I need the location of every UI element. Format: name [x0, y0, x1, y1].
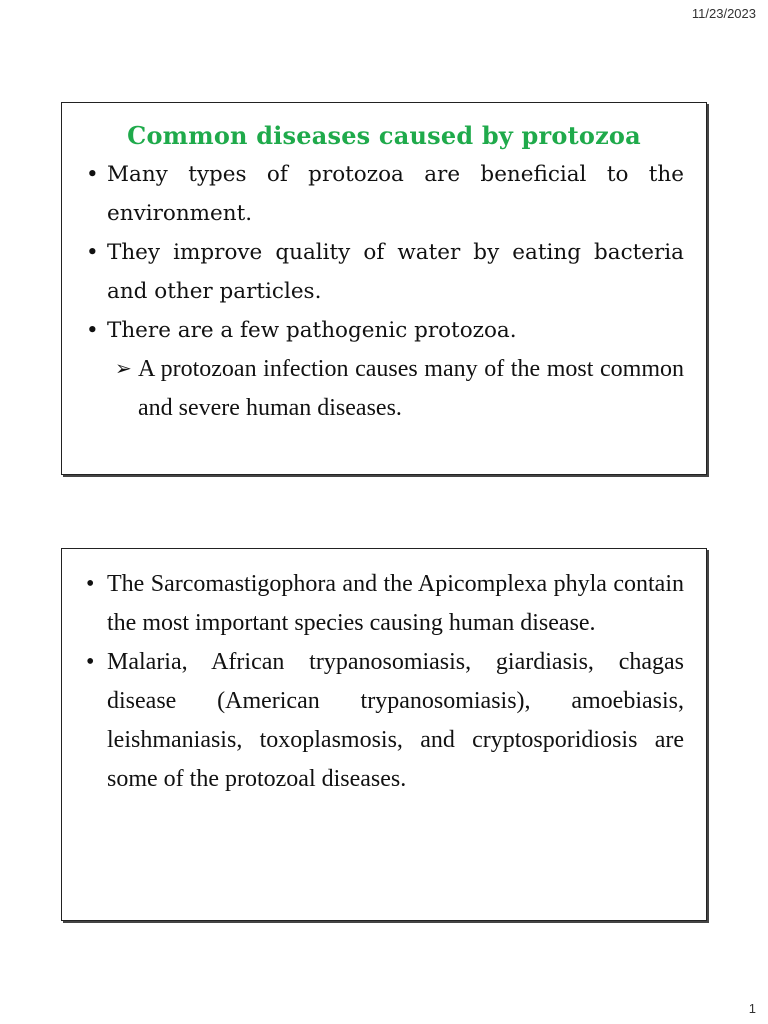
bullet-item	[86, 565, 684, 643]
page-number: 1	[748, 1001, 756, 1016]
bullet-item	[86, 155, 684, 233]
bullet-dot-icon: •	[86, 318, 99, 343]
slide-title: Common diseases caused by protozoa	[127, 121, 641, 150]
bullet-dot-icon: •	[86, 162, 99, 187]
bullet-list	[62, 155, 706, 428]
bullet-text: They improve quality of water by eating bacteria and other particles.	[107, 240, 684, 304]
bullet-dot-icon: •	[86, 571, 95, 597]
slide-2	[61, 548, 707, 921]
bullet-item	[86, 233, 684, 311]
bullet-item	[86, 311, 684, 350]
sub-bullet-item	[86, 350, 684, 428]
arrow-bullet-icon: ➢	[115, 358, 132, 380]
slide-1	[61, 102, 707, 475]
bullet-dot-icon: •	[86, 240, 99, 265]
bullet-text: Malaria, African trypanosomiasis, giardiasis, chagas disease (American trypanosomiasis), amoebiasis, leishmaniasis, toxoplasmosis, and cryptosporidiosis are some of the protozoal diseases.	[107, 649, 684, 792]
bullet-text: There are a few pathogenic protozoa.	[107, 318, 517, 343]
bullet-list	[62, 565, 706, 799]
print-date: 11/23/2023	[691, 6, 756, 21]
bullet-dot-icon: •	[86, 649, 95, 675]
bullet-item	[86, 643, 684, 799]
bullet-text: Many types of protozoa are beneficial to the environment.	[107, 162, 684, 226]
bullet-text: The Sarcomastigophora and the Apicomplexa phyla contain the most important species causing human disease.	[107, 571, 684, 636]
sub-bullet-text: A protozoan infection causes many of the most common and severe human diseases.	[138, 356, 684, 421]
